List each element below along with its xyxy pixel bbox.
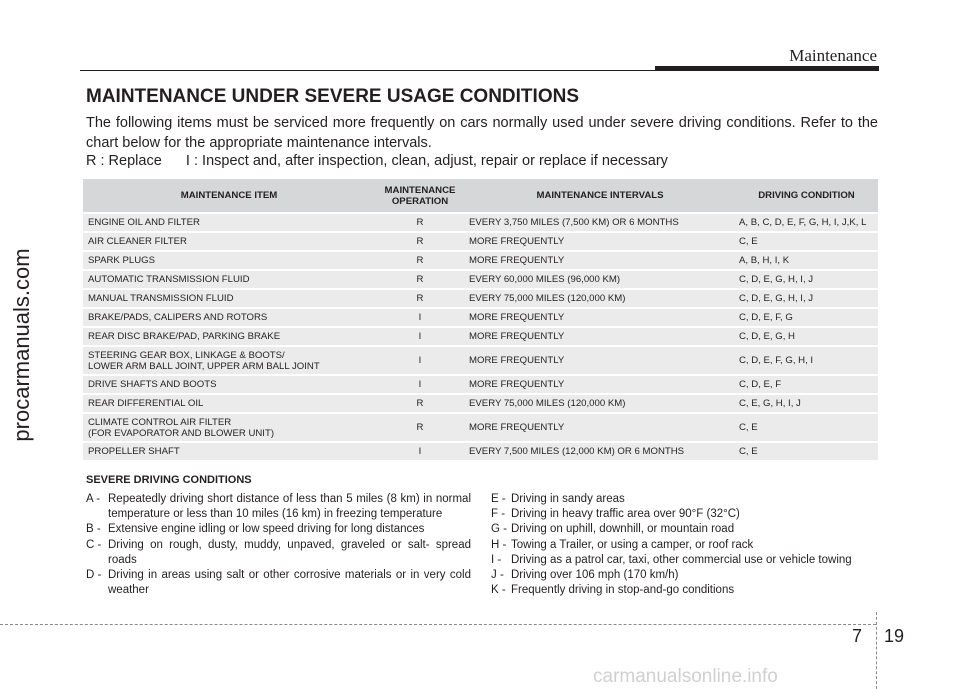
row-interval: MORE FREQUENTLY bbox=[465, 233, 735, 250]
row-condition: C, E bbox=[735, 443, 878, 460]
condition-text: Driving in heavy traffic area over 90°F (32°C) bbox=[511, 508, 740, 521]
row-condition: C, D, E, G, H bbox=[735, 328, 878, 345]
row-item: AIR CLEANER FILTER bbox=[83, 233, 375, 250]
footer-rule bbox=[0, 624, 876, 625]
table-row bbox=[83, 233, 878, 250]
severe-conditions-left bbox=[86, 492, 471, 598]
header-rule bbox=[80, 70, 655, 71]
header-maintenance-item: MAINTENANCE ITEM bbox=[83, 179, 375, 212]
table-row bbox=[83, 271, 878, 288]
condition-item bbox=[491, 568, 881, 583]
header-operation-line1: MAINTENANCE bbox=[384, 184, 456, 196]
table-header-row bbox=[83, 179, 878, 212]
page-title: MAINTENANCE UNDER SEVERE USAGE CONDITIONS bbox=[86, 86, 579, 107]
row-interval: MORE FREQUENTLY bbox=[465, 252, 735, 269]
row-item-line2: (FOR EVAPORATOR AND BLOWER UNIT) bbox=[88, 427, 275, 439]
table-row bbox=[83, 347, 878, 374]
row-interval: EVERY 3,750 MILES (7,500 KM) OR 6 MONTHS bbox=[465, 214, 735, 231]
table-row bbox=[83, 290, 878, 307]
condition-text: Driving on rough, dusty, muddy, unpaved, graveled or salt- spread roads bbox=[108, 538, 471, 566]
row-interval: MORE FREQUENTLY bbox=[465, 309, 735, 326]
row-operation: I bbox=[375, 376, 465, 393]
row-item: SPARK PLUGS bbox=[83, 252, 375, 269]
condition-item bbox=[86, 492, 471, 522]
row-item bbox=[83, 414, 375, 441]
row-condition: A, B, H, I, K bbox=[735, 252, 878, 269]
row-interval: EVERY 7,500 MILES (12,000 KM) OR 6 MONTHS bbox=[465, 443, 735, 460]
row-item: REAR DIFFERENTIAL OIL bbox=[83, 395, 375, 412]
page-number: 19 bbox=[884, 626, 905, 646]
table-row bbox=[83, 309, 878, 326]
row-operation: R bbox=[375, 214, 465, 231]
condition-text: Towing a Trailer, or using a camper, or roof rack bbox=[511, 538, 754, 551]
table-row bbox=[83, 414, 878, 441]
row-condition: C, D, E, G, H, I, J bbox=[735, 271, 878, 288]
row-interval: EVERY 75,000 MILES (120,000 KM) bbox=[465, 395, 735, 412]
condition-item bbox=[86, 522, 471, 537]
row-condition: C, D, E, F, G, H, I bbox=[735, 347, 878, 374]
condition-item bbox=[491, 492, 881, 507]
condition-text: Driving in sandy areas bbox=[511, 493, 625, 505]
condition-text: Frequently driving in stop-and-go conditions bbox=[511, 584, 735, 597]
condition-text: Repeatedly driving short distance of less than 5 miles (8 km) in normal temperature or less than 10 miles (16 km) in freezing temperature bbox=[108, 493, 471, 521]
row-condition: C, D, E, F, G bbox=[735, 309, 878, 326]
row-condition: C, E, G, H, I, J bbox=[735, 395, 878, 412]
row-item bbox=[83, 347, 375, 374]
row-operation: R bbox=[375, 395, 465, 412]
table-row bbox=[83, 395, 878, 412]
condition-item bbox=[491, 553, 881, 568]
header-driving-condition: DRIVING CONDITION bbox=[735, 179, 878, 212]
condition-letter: D - bbox=[86, 569, 102, 582]
condition-item bbox=[491, 538, 881, 553]
maintenance-table bbox=[83, 177, 878, 462]
row-item: BRAKE/PADS, CALIPERS AND ROTORS bbox=[83, 309, 375, 326]
row-operation: R bbox=[375, 252, 465, 269]
row-operation: I bbox=[375, 309, 465, 326]
condition-letter: I - bbox=[491, 553, 502, 566]
operation-legend: R : Replace I : Inspect and, after inspection, clean, adjust, repair or replace if necessary bbox=[86, 153, 668, 169]
header-maintenance-operation bbox=[375, 179, 465, 212]
chapter-number: 7 bbox=[852, 626, 863, 646]
condition-letter: A - bbox=[86, 493, 101, 505]
condition-letter: B - bbox=[86, 523, 101, 536]
row-item: DRIVE SHAFTS AND BOOTS bbox=[83, 376, 375, 393]
condition-letter: C - bbox=[86, 538, 102, 551]
row-operation: R bbox=[375, 271, 465, 288]
bottom-watermark: carmanualsonline.info bbox=[593, 666, 778, 687]
row-item: PROPELLER SHAFT bbox=[83, 443, 375, 460]
row-item: REAR DISC BRAKE/PAD, PARKING BRAKE bbox=[83, 328, 375, 345]
row-interval: MORE FREQUENTLY bbox=[465, 328, 735, 345]
row-interval: EVERY 60,000 MILES (96,000 KM) bbox=[465, 271, 735, 288]
table-row bbox=[83, 376, 878, 393]
table-row bbox=[83, 443, 878, 460]
severe-conditions-title: SEVERE DRIVING CONDITIONS bbox=[86, 474, 252, 486]
condition-letter: E - bbox=[491, 493, 506, 505]
side-watermark-text: procarmanuals.com bbox=[9, 248, 34, 442]
condition-letter: K - bbox=[491, 584, 506, 597]
row-interval: MORE FREQUENTLY bbox=[465, 347, 735, 374]
row-item: MANUAL TRANSMISSION FLUID bbox=[83, 290, 375, 307]
table-row bbox=[83, 252, 878, 269]
row-interval: MORE FREQUENTLY bbox=[465, 414, 735, 441]
condition-text: Extensive engine idling or low speed driving for long distances bbox=[108, 523, 425, 536]
section-label: Maintenance bbox=[789, 46, 877, 65]
table-row bbox=[83, 214, 878, 231]
row-interval: MORE FREQUENTLY bbox=[465, 376, 735, 393]
row-operation: R bbox=[375, 233, 465, 250]
table-row bbox=[83, 328, 878, 345]
condition-item bbox=[491, 507, 881, 522]
row-condition: C, D, E, F bbox=[735, 376, 878, 393]
condition-item bbox=[491, 522, 881, 537]
row-condition: C, E bbox=[735, 414, 878, 441]
row-operation: I bbox=[375, 328, 465, 345]
condition-item bbox=[86, 568, 471, 598]
row-item-line2: LOWER ARM BALL JOINT, UPPER ARM BALL JOINT bbox=[88, 360, 320, 372]
condition-letter: H - bbox=[491, 538, 507, 551]
condition-letter: F - bbox=[491, 508, 506, 521]
row-item-line1: STEERING GEAR BOX, LINKAGE & BOOTS/ bbox=[88, 349, 285, 361]
severe-conditions-right bbox=[491, 492, 881, 598]
footer-divider bbox=[876, 612, 877, 689]
row-condition: A, B, C, D, E, F, G, H, I, J,K, L bbox=[735, 214, 878, 231]
condition-text: Driving over 106 mph (170 km/h) bbox=[511, 569, 679, 582]
row-operation: R bbox=[375, 290, 465, 307]
row-item-line1: CLIMATE CONTROL AIR FILTER bbox=[88, 416, 232, 428]
row-interval: EVERY 75,000 MILES (120,000 KM) bbox=[465, 290, 735, 307]
condition-text: Driving in areas using salt or other corrosive materials or in very cold weather bbox=[108, 569, 471, 597]
row-operation: I bbox=[375, 443, 465, 460]
condition-text: Driving on uphill, downhill, or mountain road bbox=[511, 523, 735, 536]
condition-letter: J - bbox=[491, 569, 504, 582]
header-operation-line2: OPERATION bbox=[391, 195, 449, 207]
condition-item bbox=[491, 583, 881, 598]
condition-text: Driving as a patrol car, taxi, other commercial use or vehicle towing bbox=[511, 553, 852, 566]
intro-paragraph: The following items must be serviced more frequently on cars normally used under severe driving conditions. Refer to the chart below for the appropriate maintenance intervals. bbox=[86, 115, 878, 151]
row-item: AUTOMATIC TRANSMISSION FLUID bbox=[83, 271, 375, 288]
condition-item bbox=[86, 538, 471, 568]
row-item: ENGINE OIL AND FILTER bbox=[83, 214, 375, 231]
condition-letter: G - bbox=[491, 523, 507, 536]
header-maintenance-intervals: MAINTENANCE INTERVALS bbox=[465, 179, 735, 212]
row-condition: C, E bbox=[735, 233, 878, 250]
row-operation: R bbox=[375, 414, 465, 441]
header-rule-accent bbox=[655, 66, 879, 71]
row-condition: C, D, E, G, H, I, J bbox=[735, 290, 878, 307]
row-operation: I bbox=[375, 347, 465, 374]
